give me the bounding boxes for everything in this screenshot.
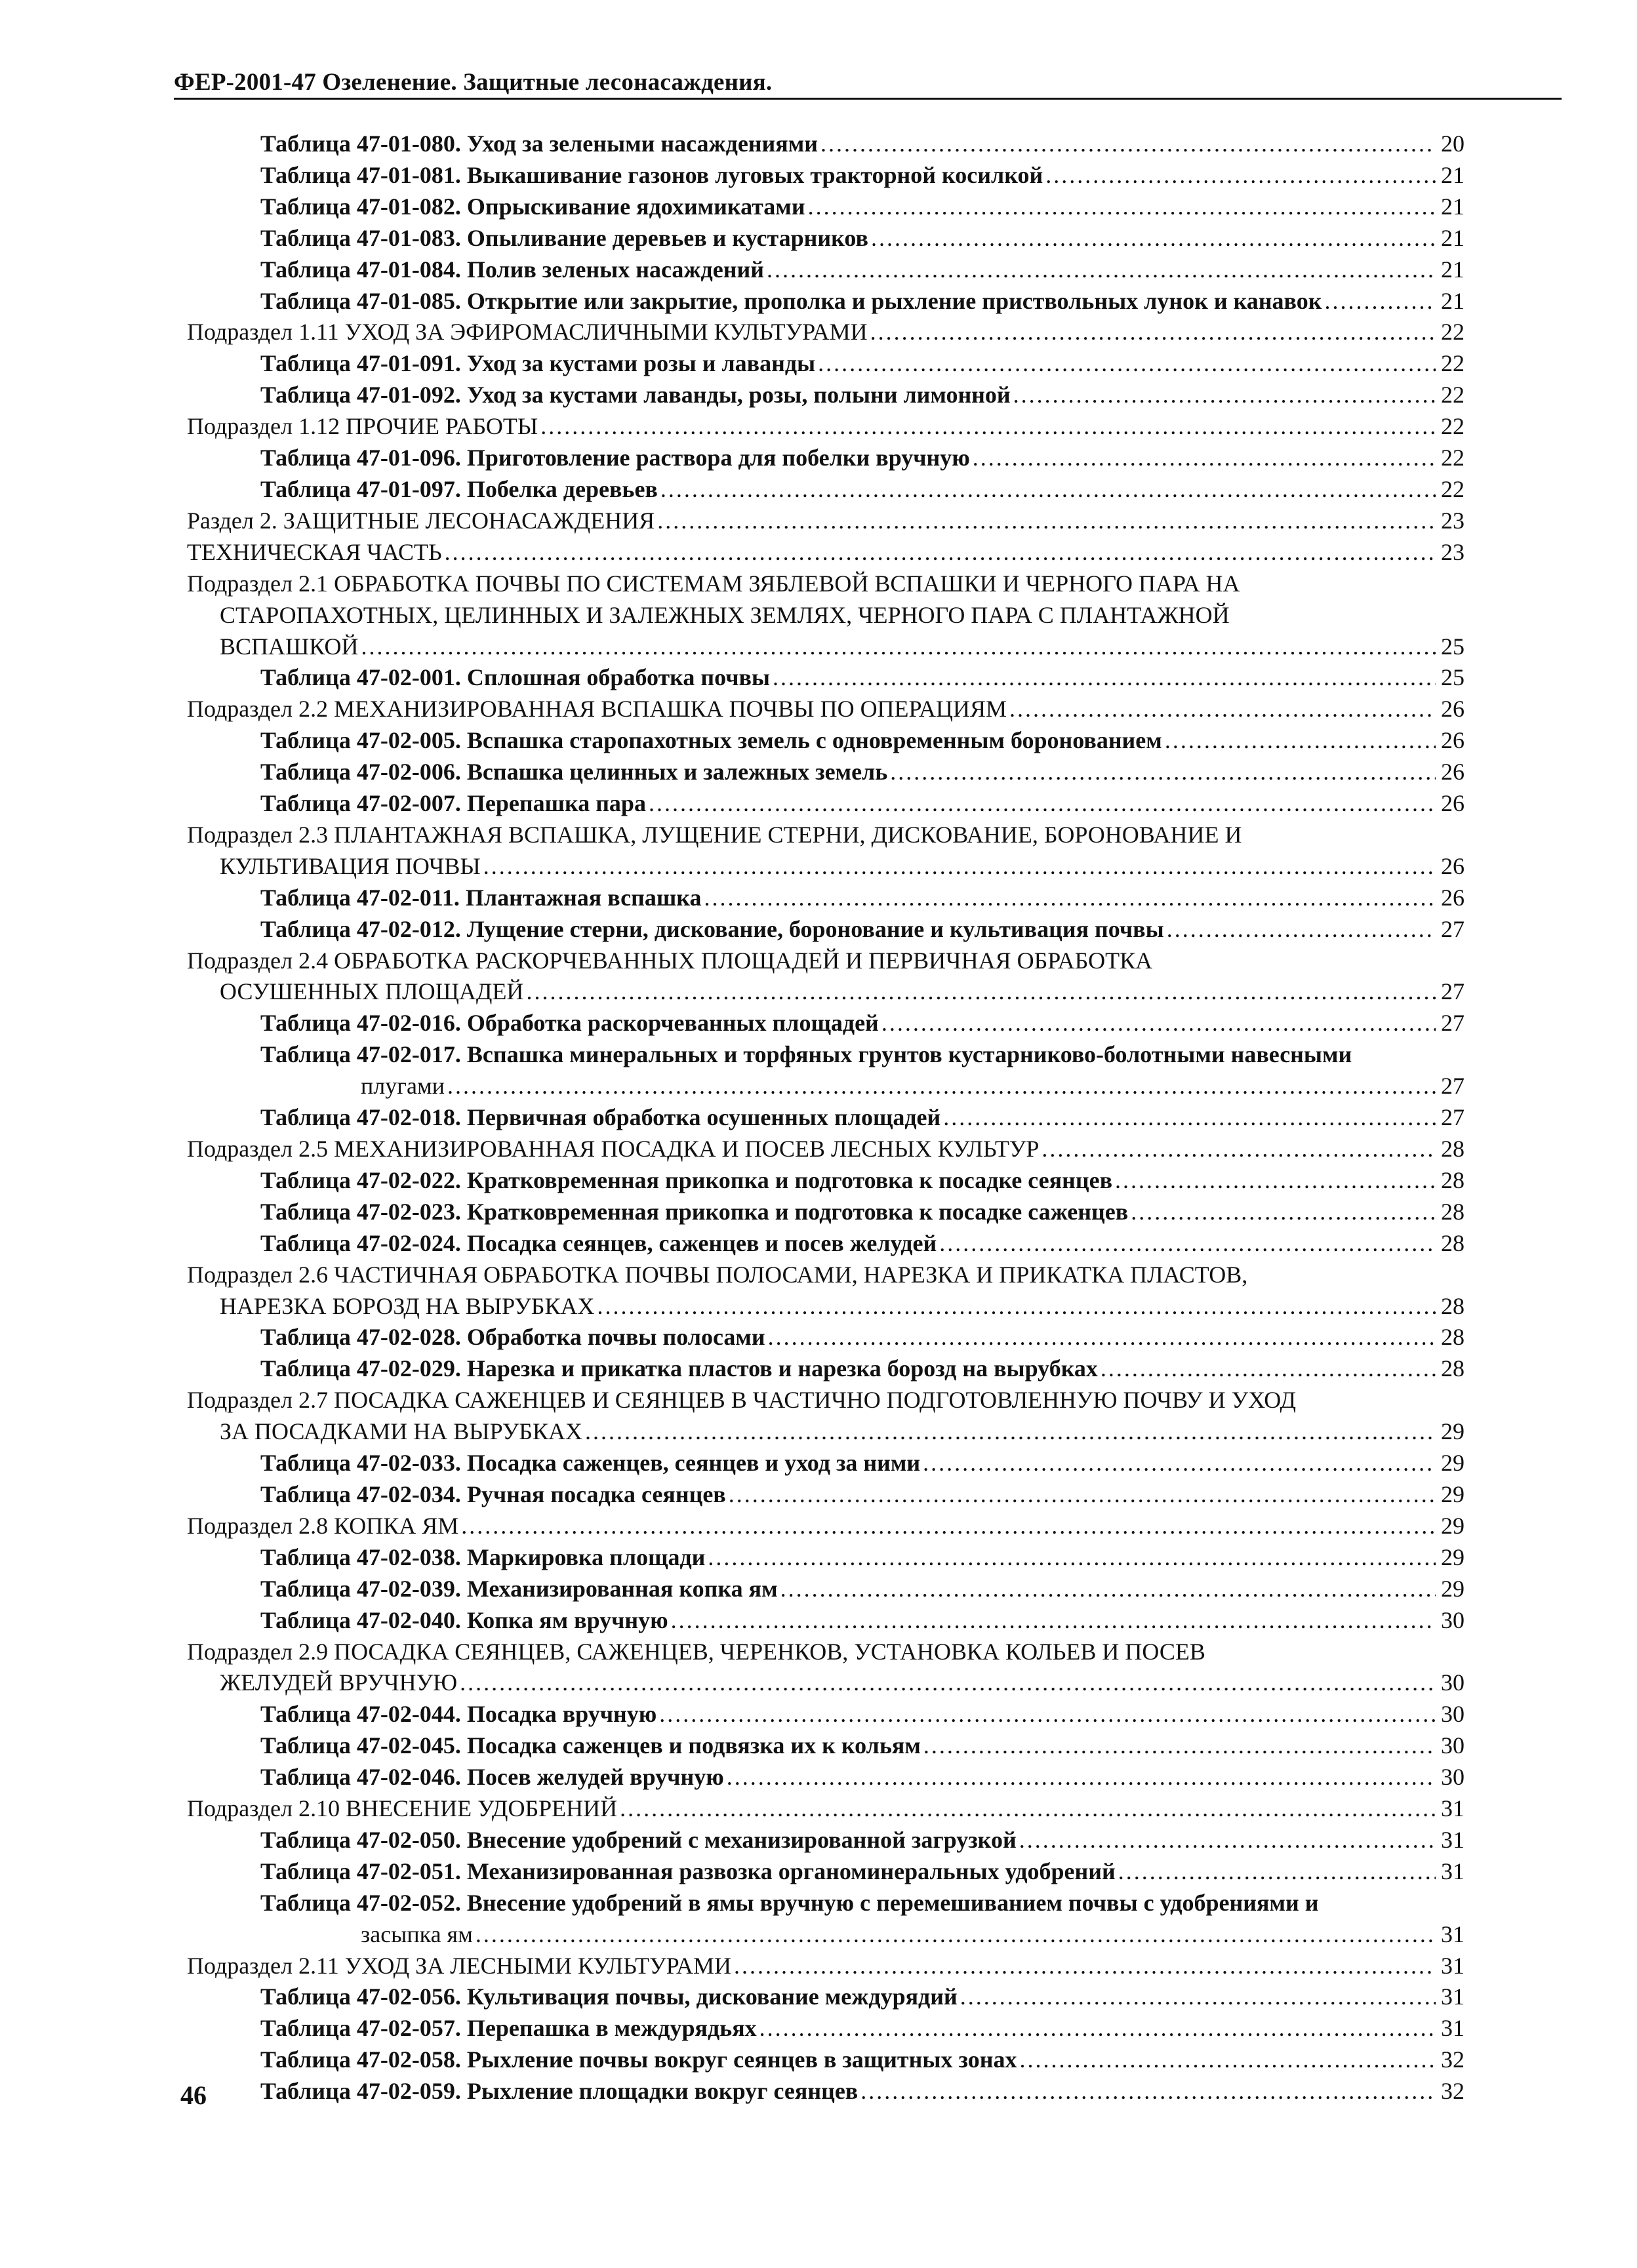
toc-entry-page: 20 — [1441, 130, 1465, 157]
toc-entry-title: Таблица 47-02-018. Первичная обработка осушенных площадей — [260, 1104, 941, 1131]
toc-entry-title: ВСПАШКОЙ — [220, 633, 359, 660]
toc-entry-page: 28 — [1441, 1136, 1465, 1162]
toc-entry-page: 26 — [1441, 884, 1465, 911]
toc-dot-leader — [808, 191, 1436, 223]
toc-entry[interactable] — [187, 348, 1465, 380]
toc-dot-leader — [1019, 2044, 1436, 2076]
toc-entry-page: 31 — [1441, 1858, 1465, 1884]
toc-entry-title: Таблица 47-01-097. Побелка деревьев — [260, 475, 658, 502]
toc-entry-title: Таблица 47-01-091. Уход за кустами розы и лаванды — [260, 350, 816, 377]
toc-entry[interactable] — [187, 945, 1465, 977]
toc-entry-title: Таблица 47-02-050. Внесение удобрений с механизированной загрузкой — [260, 1826, 1017, 1853]
toc-entry-page: 26 — [1441, 852, 1465, 879]
toc-entry-page: 30 — [1441, 1701, 1465, 1728]
toc-entry-page: 29 — [1441, 1512, 1465, 1539]
toc-entry[interactable] — [187, 2076, 1465, 2107]
toc-dot-leader — [461, 1511, 1436, 1542]
toc-entry[interactable] — [187, 380, 1465, 411]
toc-entry-page: 21 — [1441, 161, 1465, 188]
toc-entry-page: 32 — [1441, 2078, 1465, 2105]
toc-entry-page: 31 — [1441, 1952, 1465, 1979]
toc-dot-leader — [460, 1667, 1436, 1699]
toc-entry[interactable] — [187, 1511, 1465, 1542]
header-title: ФЕР-2001-47 Озеленение. Защитные лесонасаждения. — [174, 69, 773, 96]
toc-entry-title: Подраздел 1.12 ПРОЧИЕ РАБОТЫ — [187, 413, 538, 440]
toc-entry-title: Таблица 47-02-057. Перепашка в междурядьях — [260, 2015, 757, 2042]
toc-dot-leader — [1019, 1825, 1436, 1856]
toc-entry[interactable] — [187, 1448, 1465, 1479]
toc-dot-leader — [727, 1762, 1436, 1793]
toc-dot-leader — [1013, 380, 1436, 411]
toc-entry[interactable] — [187, 1479, 1465, 1511]
toc-entry[interactable] — [187, 1322, 1465, 1353]
toc-entry-title: ТЕХНИЧЕСКАЯ ЧАСТЬ — [187, 538, 442, 565]
toc-entry-title: НАРЕЗКА БОРОЗД НА ВЫРУБКАХ — [220, 1292, 595, 1319]
toc-entry[interactable] — [187, 757, 1465, 788]
toc-entry-title: Таблица 47-02-033. Посадка саженцев, сеянцев и уход за ними — [260, 1450, 921, 1477]
toc-dot-leader — [1045, 160, 1436, 191]
toc-entry-title: плугами — [361, 1073, 445, 1100]
toc-entry-page: 28 — [1441, 1324, 1465, 1351]
toc-dot-leader — [659, 1699, 1436, 1730]
toc-entry-title: Таблица 47-02-040. Копка ям вручную — [260, 1606, 668, 1633]
toc-entry-title: Таблица 47-02-024. Посадка сеянцев, саженцев и посев желудей — [260, 1229, 937, 1256]
toc-entry[interactable] — [187, 600, 1465, 631]
toc-dot-leader — [860, 2076, 1436, 2107]
toc-dot-leader — [923, 1448, 1436, 1479]
toc-entry-page: 22 — [1441, 319, 1465, 346]
toc-dot-leader — [475, 1919, 1436, 1951]
toc-entry-title: Таблица 47-02-029. Нарезка и прикатка пластов и нарезка борозд на вырубках — [260, 1355, 1098, 1382]
toc-entry-page: 27 — [1441, 1104, 1465, 1131]
toc-dot-leader — [818, 348, 1436, 380]
toc-dot-leader — [1041, 1134, 1436, 1165]
toc-entry[interactable] — [187, 662, 1465, 694]
toc-entry-page: 28 — [1441, 1229, 1465, 1256]
toc-dot-leader — [620, 1793, 1436, 1825]
toc-entry-title: Таблица 47-01-083. Опыливание деревьев и кустарников — [260, 224, 868, 251]
toc-entry-page: 25 — [1441, 633, 1465, 660]
toc-entry[interactable] — [187, 788, 1465, 820]
toc-entry[interactable] — [187, 1416, 1465, 1448]
toc-entry-page: 25 — [1441, 664, 1465, 691]
toc-dot-leader — [540, 411, 1436, 443]
toc-entry-page: 29 — [1441, 1481, 1465, 1507]
toc-entry[interactable] — [187, 191, 1465, 223]
toc-entry[interactable] — [187, 1888, 1465, 1919]
toc-entry[interactable] — [187, 1260, 1465, 1291]
toc-entry[interactable] — [187, 506, 1465, 537]
toc-entry-page: 22 — [1441, 382, 1465, 408]
toc-entry[interactable] — [187, 160, 1465, 191]
toc-entry-page: 22 — [1441, 475, 1465, 502]
toc-entry-title: Таблица 47-02-016. Обработка раскорчеванных площадей — [260, 1010, 879, 1037]
toc-dot-leader — [649, 788, 1436, 820]
toc-entry[interactable] — [187, 1951, 1465, 1982]
toc-dot-leader — [483, 851, 1436, 883]
toc-entry[interactable] — [187, 568, 1465, 600]
toc-entry[interactable] — [187, 1699, 1465, 1730]
toc-dot-leader — [597, 1291, 1436, 1323]
toc-entry-title: Таблица 47-02-007. Перепашка пара — [260, 790, 646, 817]
toc-entry-page: 29 — [1441, 1450, 1465, 1477]
toc-entry-title: Таблица 47-02-052. Внесение удобрений в ямы вручную с перемешиванием почвы с удобрениями и — [260, 1889, 1319, 1916]
toc-dot-leader — [445, 537, 1436, 568]
toc-entry[interactable] — [187, 1134, 1465, 1165]
toc-entry-title: Таблица 47-01-080. Уход за зелеными насаждениями — [260, 130, 818, 157]
toc-entry[interactable] — [187, 1353, 1465, 1385]
toc-entry-title: Таблица 47-02-044. Посадка вручную — [260, 1701, 657, 1728]
toc-entry[interactable] — [187, 2044, 1465, 2076]
toc-entry-page: 26 — [1441, 759, 1465, 786]
toc-entry[interactable] — [187, 1291, 1465, 1323]
toc-entry-page: 21 — [1441, 224, 1465, 251]
toc-dot-leader — [1009, 694, 1436, 725]
toc-dot-leader — [1115, 1165, 1436, 1197]
toc-entry[interactable] — [187, 631, 1465, 663]
toc-entry-title: Таблица 47-02-051. Механизированная развозка органоминеральных удобрений — [260, 1858, 1116, 1884]
toc-dot-leader — [881, 1008, 1436, 1039]
toc-entry-title: КУЛЬТИВАЦИЯ ПОЧВЫ — [220, 852, 481, 879]
toc-entry-title: Таблица 47-01-082. Опрыскивание ядохимикатами — [260, 193, 805, 220]
toc-entry-page: 30 — [1441, 1606, 1465, 1633]
toc-entry-title: ОСУШЕННЫХ ПЛОЩАДЕЙ — [220, 978, 524, 1005]
toc-entry-title: Таблица 47-01-081. Выкашивание газонов луговых тракторной косилкой — [260, 161, 1043, 188]
toc-entry-page: 28 — [1441, 1292, 1465, 1319]
toc-dot-leader — [939, 1228, 1436, 1260]
toc-dot-leader — [767, 254, 1436, 286]
toc-entry[interactable] — [187, 1102, 1465, 1134]
toc-entry-title: Подраздел 2.1 ОБРАБОТКА ПОЧВЫ ПО СИСТЕМАМ ЗЯБЛЕВОЙ ВСПАШКИ И ЧЕРНОГО ПАРА НА — [187, 570, 1240, 597]
toc-entry-title: ЖЕЛУДЕЙ ВРУЧНУЮ — [220, 1669, 458, 1696]
toc-entry[interactable] — [187, 223, 1465, 254]
toc-entry-title: Подраздел 1.11 УХОД ЗА ЭФИРОМАСЛИЧНЫМИ КУЛЬТУРАМИ — [187, 319, 868, 346]
page-header — [174, 68, 1562, 100]
toc-entry-title: Таблица 47-02-022. Кратковременная прикопка и подготовка к посадке сеянцев — [260, 1166, 1113, 1193]
toc-entry[interactable] — [187, 1856, 1465, 1888]
toc-entry-title: Таблица 47-02-056. Культивация почвы, дискование междурядий — [260, 1983, 958, 2010]
toc-dot-leader — [1101, 1353, 1436, 1385]
toc-entry-page: 22 — [1441, 445, 1465, 471]
toc-entry-title: Таблица 47-02-017. Вспашка минеральных и торфяных грунтов кустарниково-болотными навесными — [260, 1041, 1352, 1068]
toc-entry-page: 29 — [1441, 1543, 1465, 1570]
toc-entry[interactable] — [187, 1039, 1465, 1071]
toc-dot-leader — [923, 1730, 1436, 1762]
toc-entry-page: 29 — [1441, 1418, 1465, 1445]
toc-dot-leader — [773, 662, 1436, 694]
toc-entry[interactable] — [187, 443, 1465, 474]
toc-entry[interactable] — [187, 317, 1465, 348]
toc-dot-leader — [1118, 1856, 1436, 1888]
toc-dot-leader — [585, 1416, 1436, 1448]
toc-entry[interactable] — [187, 725, 1465, 757]
toc-dot-leader — [890, 757, 1436, 788]
toc-entry-title: Таблица 47-01-096. Приготовление раствора для побелки вручную — [260, 445, 970, 471]
toc-entry-title: Таблица 47-02-059. Рыхление площадки вокруг сеянцев — [260, 2078, 859, 2105]
toc-dot-leader — [361, 631, 1436, 663]
toc-entry-title: Подраздел 2.7 ПОСАДКА САЖЕНЦЕВ И СЕЯНЦЕВ В ЧАСТИЧНО ПОДГОТОВЛЕННУЮ ПОЧВУ И УХОД — [187, 1387, 1296, 1414]
toc-entry-title: Подраздел 2.5 МЕХАНИЗИРОВАННАЯ ПОСАДКА И ПОСЕВ ЛЕСНЫХ КУЛЬТУР — [187, 1136, 1040, 1162]
toc-entry[interactable] — [187, 1165, 1465, 1197]
toc-dot-leader — [734, 1951, 1436, 1982]
toc-entry[interactable] — [187, 1762, 1465, 1793]
toc-entry-title: Таблица 47-02-058. Рыхление почвы вокруг сеянцев в защитных зонах — [260, 2046, 1017, 2073]
toc-entry[interactable] — [187, 914, 1465, 945]
toc-dot-leader — [1167, 914, 1436, 945]
toc-entry-page: 31 — [1441, 1826, 1465, 1853]
toc-entry-title: Таблица 47-02-023. Кратковременная прикопка и подготовка к посадке саженцев — [260, 1198, 1129, 1225]
toc-entry-title: Таблица 47-01-085. Открытие или закрытие, прополка и рыхление приствольных лунок и канавок — [260, 287, 1322, 314]
toc-entry[interactable] — [187, 286, 1465, 317]
toc-entry-title: Подраздел 2.9 ПОСАДКА СЕЯНЦЕВ, САЖЕНЦЕВ, ЧЕРЕНКОВ, УСТАНОВКА КОЛЬЕВ И ПОСЕВ — [187, 1638, 1205, 1665]
toc-entry-page: 28 — [1441, 1198, 1465, 1225]
toc-entry[interactable] — [187, 1793, 1465, 1825]
toc-entry[interactable] — [187, 1542, 1465, 1574]
toc-entry-title: Таблица 47-02-005. Вспашка старопахотных земель с одновременным боронованием — [260, 727, 1162, 754]
toc-entry[interactable] — [187, 1228, 1465, 1260]
toc-entry-page: 23 — [1441, 538, 1465, 565]
toc-entry-page: 22 — [1441, 413, 1465, 440]
toc-entry-title: Таблица 47-02-011. Плантажная вспашка — [260, 884, 702, 911]
toc-entry-title: Таблица 47-02-028. Обработка почвы полосами — [260, 1324, 765, 1351]
toc-entry[interactable] — [187, 1197, 1465, 1228]
toc-entry-title: Таблица 47-02-038. Маркировка площади — [260, 1543, 706, 1570]
toc-dot-leader — [729, 1479, 1436, 1511]
toc-entry[interactable] — [187, 254, 1465, 286]
toc-entry[interactable] — [187, 1574, 1465, 1605]
table-of-contents — [187, 129, 1465, 2107]
toc-entry-page: 28 — [1441, 1166, 1465, 1193]
toc-entry[interactable] — [187, 474, 1465, 506]
toc-entry-title: Подраздел 2.4 ОБРАБОТКА РАСКОРЧЕВАННЫХ ПЛОЩАДЕЙ И ПЕРВИЧНАЯ ОБРАБОТКА — [187, 947, 1153, 974]
toc-entry-page: 27 — [1441, 978, 1465, 1005]
toc-entry[interactable] — [187, 1008, 1465, 1039]
toc-entry-page: 30 — [1441, 1764, 1465, 1791]
toc-entry-title: Таблица 47-02-006. Вспашка целинных и залежных земель — [260, 759, 888, 786]
toc-dot-leader — [973, 443, 1436, 474]
toc-entry-page: 26 — [1441, 790, 1465, 817]
toc-entry-title: Таблица 47-02-034. Ручная посадка сеянцев — [260, 1481, 726, 1507]
toc-dot-leader — [820, 129, 1436, 160]
toc-entry[interactable] — [187, 1730, 1465, 1762]
toc-dot-leader — [1324, 286, 1436, 317]
toc-entry-page: 30 — [1441, 1732, 1465, 1759]
toc-entry-title: засыпка ям — [361, 1920, 473, 1947]
toc-entry-title: Таблица 47-02-046. Посев желудей вручную — [260, 1764, 724, 1791]
toc-entry[interactable] — [187, 1919, 1465, 1951]
toc-entry-page: 22 — [1441, 350, 1465, 377]
toc-entry-title: ЗА ПОСАДКАМИ НА ВЫРУБКАХ — [220, 1418, 582, 1445]
toc-entry-page: 31 — [1441, 1920, 1465, 1947]
toc-entry[interactable] — [187, 1385, 1465, 1416]
toc-entry-title: Таблица 47-01-084. Полив зеленых насаждений — [260, 256, 764, 283]
toc-entry[interactable] — [187, 2013, 1465, 2044]
toc-dot-leader — [870, 317, 1436, 348]
toc-entry-title: СТАРОПАХОТНЫХ, ЦЕЛИННЫХ И ЗАЛЕЖНЫХ ЗЕМЛЯХ, ЧЕРНОГО ПАРА С ПЛАНТАЖНОЙ — [220, 601, 1230, 628]
toc-entry-page: 21 — [1441, 193, 1465, 220]
toc-dot-leader — [660, 474, 1436, 506]
toc-entry[interactable] — [187, 411, 1465, 443]
toc-dot-leader — [759, 2013, 1436, 2044]
toc-dot-leader — [960, 1981, 1436, 2013]
toc-entry[interactable] — [187, 976, 1465, 1008]
toc-entry-page: 28 — [1441, 1355, 1465, 1382]
toc-dot-leader — [671, 1605, 1436, 1637]
toc-entry-page: 21 — [1441, 287, 1465, 314]
toc-dot-leader — [780, 1574, 1436, 1605]
toc-dot-leader — [657, 506, 1436, 537]
toc-entry-title: Подраздел 2.8 КОПКА ЯМ — [187, 1512, 459, 1539]
toc-entry-title: Подраздел 2.2 МЕХАНИЗИРОВАННАЯ ВСПАШКА ПОЧВЫ ПО ОПЕРАЦИЯМ — [187, 696, 1007, 723]
toc-entry-title: Подраздел 2.6 ЧАСТИЧНАЯ ОБРАБОТКА ПОЧВЫ ПОЛОСАМИ, НАРЕЗКА И ПРИКАТКА ПЛАСТОВ, — [187, 1261, 1248, 1288]
toc-entry-page: 30 — [1441, 1669, 1465, 1696]
page-number: 46 — [180, 2080, 207, 2110]
toc-entry-title: Таблица 47-02-045. Посадка саженцев и подвязка их к кольям — [260, 1732, 921, 1759]
toc-entry-page: 27 — [1441, 915, 1465, 942]
toc-entry-title: Подраздел 2.3 ПЛАНТАЖНАЯ ВСПАШКА, ЛУЩЕНИЕ СТЕРНИ, ДИСКОВАНИЕ, БОРОНОВАНИЕ И — [187, 821, 1242, 848]
toc-entry-page: 26 — [1441, 696, 1465, 723]
toc-dot-leader — [526, 976, 1436, 1008]
toc-entry[interactable] — [187, 1637, 1465, 1668]
toc-entry[interactable] — [187, 1825, 1465, 1856]
toc-entry-page: 23 — [1441, 507, 1465, 534]
toc-dot-leader — [1165, 725, 1436, 757]
toc-entry[interactable] — [187, 1605, 1465, 1637]
toc-entry-page: 21 — [1441, 256, 1465, 283]
toc-entry[interactable] — [187, 1071, 1465, 1102]
toc-entry-title: Подраздел 2.11 УХОД ЗА ЛЕСНЫМИ КУЛЬТУРАМИ — [187, 1952, 732, 1979]
toc-entry-title: Подраздел 2.10 ВНЕСЕНИЕ УДОБРЕНИЙ — [187, 1795, 618, 1822]
toc-entry-page: 27 — [1441, 1010, 1465, 1037]
toc-entry[interactable] — [187, 883, 1465, 914]
toc-entry-page: 26 — [1441, 727, 1465, 754]
toc-entry[interactable] — [187, 1981, 1465, 2013]
toc-entry-page: 27 — [1441, 1073, 1465, 1100]
toc-entry-page: 32 — [1441, 2046, 1465, 2073]
toc-entry[interactable] — [187, 851, 1465, 883]
toc-entry-page: 29 — [1441, 1575, 1465, 1602]
toc-dot-leader — [704, 883, 1436, 914]
toc-dot-leader — [871, 223, 1436, 254]
toc-entry[interactable] — [187, 129, 1465, 160]
toc-dot-leader — [447, 1071, 1436, 1102]
toc-entry[interactable] — [187, 694, 1465, 725]
toc-entry-title: Таблица 47-02-039. Механизированная копка ям — [260, 1575, 778, 1602]
toc-dot-leader — [1131, 1197, 1436, 1228]
toc-entry[interactable] — [187, 537, 1465, 568]
toc-entry-page: 31 — [1441, 1795, 1465, 1822]
toc-entry[interactable] — [187, 1667, 1465, 1699]
toc-dot-leader — [708, 1542, 1436, 1574]
toc-entry[interactable] — [187, 820, 1465, 851]
toc-entry-title: Раздел 2. ЗАЩИТНЫЕ ЛЕСОНАСАЖДЕНИЯ — [187, 507, 655, 534]
toc-dot-leader — [943, 1102, 1436, 1134]
toc-entry-page: 31 — [1441, 2015, 1465, 2042]
toc-entry-page: 31 — [1441, 1983, 1465, 2010]
toc-entry-title: Таблица 47-01-092. Уход за кустами лаванды, розы, полыни лимонной — [260, 382, 1011, 408]
toc-dot-leader — [768, 1322, 1436, 1353]
toc-entry-title: Таблица 47-02-001. Сплошная обработка почвы — [260, 664, 771, 691]
toc-entry-title: Таблица 47-02-012. Лущение стерни, дискование, боронование и культивация почвы — [260, 915, 1164, 942]
